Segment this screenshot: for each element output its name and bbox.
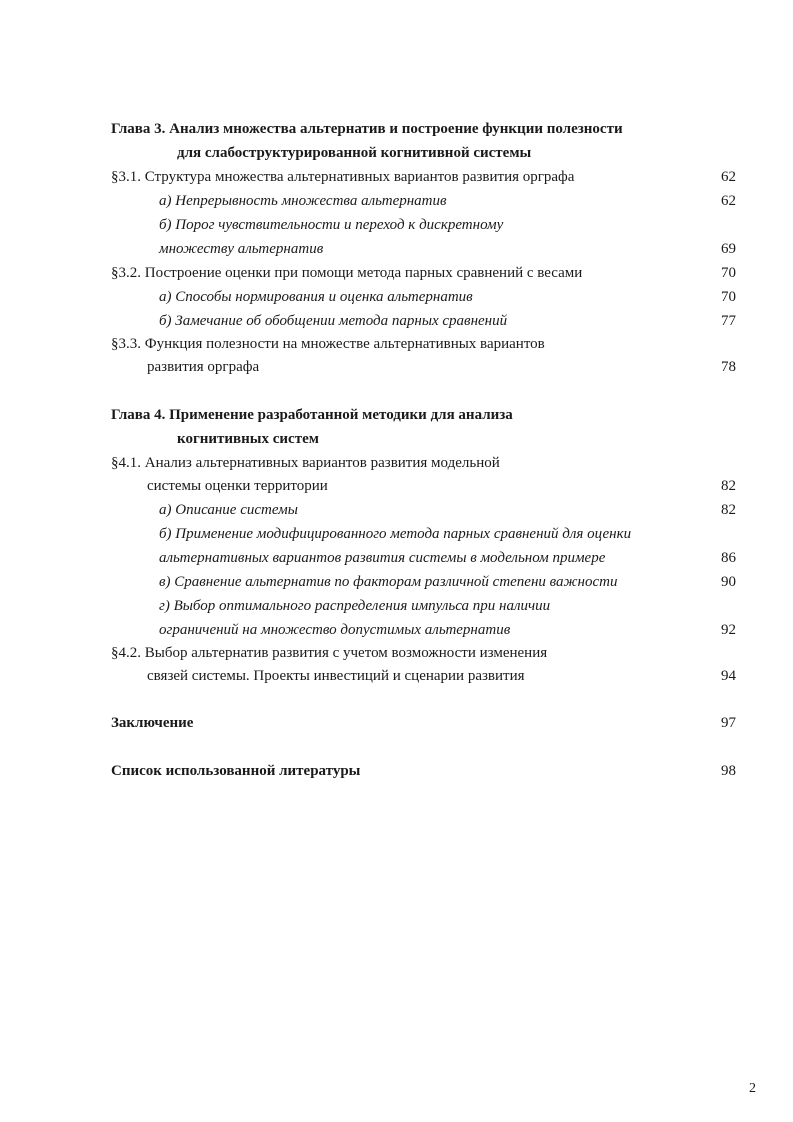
toc-entry-page: 94 [721, 668, 736, 684]
toc-entry-page: 92 [721, 622, 736, 638]
toc-entry-title: связей системы. Проекты инвестиций и сценарии развития [147, 668, 525, 684]
chapter4-title-line1: Глава 4. Применение разработанной методики для анализа [111, 407, 513, 423]
toc-entry-4-1-d [0, 594, 793, 618]
toc-entry-title: §3.3. Функция полезности на множестве альтернативных вариантов [111, 336, 545, 352]
toc-entry-4-1-cont [0, 474, 793, 498]
toc-entry-title: а) Способы нормирования и оценка альтернатив [159, 289, 473, 305]
chapter4-heading [0, 403, 793, 427]
toc-entry-title: б) Замечание об обобщении метода парных сравнений [159, 313, 508, 329]
toc-entry-title: развития орграфа [147, 359, 260, 375]
chapter3-heading-cont [0, 141, 793, 165]
toc-entry-4-1-c [0, 570, 793, 594]
toc-entry-title: а) Описание системы [159, 502, 298, 518]
toc-entry-title: §4.1. Анализ альтернативных вариантов развития модельной [111, 455, 500, 471]
toc-entry-page: 86 [721, 550, 736, 566]
toc-entry-3-1-a [0, 189, 793, 213]
toc-entry-title: Список использованной литературы [111, 763, 361, 779]
chapter4-title-line2: когнитивных систем [177, 431, 319, 447]
toc-entry-page: 90 [721, 574, 736, 590]
toc-entry-title: §3.2. Построение оценки при помощи метода парных сравнений с весами [111, 265, 583, 281]
toc-entry-page: 70 [721, 289, 736, 305]
toc-entry-4-2 [0, 641, 793, 665]
toc-entry-4-1-b-cont [0, 546, 793, 570]
toc-entry-4-1-b [0, 522, 793, 546]
toc-entry-title: множеству альтернатив [159, 241, 324, 257]
toc-entry-title: Заключение [111, 715, 194, 731]
toc-entry-title: ограничений на множество допустимых альтернатив [159, 622, 511, 638]
toc-entry-page: 98 [721, 763, 736, 779]
toc-entry-page: 97 [721, 715, 736, 731]
toc-entry-page: 62 [721, 169, 736, 185]
chapter3-title-line2: для слабоструктурированной когнитивной системы [177, 145, 532, 161]
toc-entry-page: 77 [721, 313, 736, 329]
toc-entry-3-2-b [0, 309, 793, 333]
toc-entry-page: 62 [721, 193, 736, 209]
toc-entry-title: г) Выбор оптимального распределения импульса при наличии [159, 598, 551, 614]
toc-entry-title: §4.2. Выбор альтернатив развития с учетом возможности изменения [111, 645, 548, 661]
toc-entry-3-2 [0, 261, 793, 285]
toc-entry-title: системы оценки территории [147, 478, 328, 494]
toc-entry-3-1 [0, 165, 793, 189]
toc-entry-title: §3.1. Структура множества альтернативных вариантов развития орграфа [111, 169, 575, 185]
toc-entry-title: б) Порог чувствительности и переход к дискретному [159, 217, 504, 233]
toc-entry-3-3 [0, 332, 793, 356]
chapter4-heading-cont [0, 427, 793, 451]
toc-entry-page: 69 [721, 241, 736, 257]
toc-entry-title: альтернативных вариантов развития системы в модельном примере [159, 550, 606, 566]
toc-entry-3-1-b [0, 213, 793, 237]
toc-entry-4-1-a [0, 498, 793, 522]
toc-entry-title: б) Применение модифицированного метода парных сравнений для оценки [159, 526, 632, 542]
toc-entry-page: 78 [721, 359, 736, 375]
toc-entry-4-1-d-cont [0, 618, 793, 642]
toc-entry-page: 82 [721, 478, 736, 494]
chapter3-heading [0, 117, 793, 141]
toc-entry-4-1 [0, 451, 793, 475]
page-number: 2 [749, 1081, 756, 1096]
chapter3-title-line1: Глава 3. Анализ множества альтернатив и построение функции полезности [111, 121, 623, 137]
toc-entry-3-2-a [0, 285, 793, 309]
toc-entry-page: 70 [721, 265, 736, 281]
toc-entry-conclusion [0, 711, 793, 735]
toc-entry-title: в) Сравнение альтернатив по факторам различной степени важности [159, 574, 618, 590]
toc-entry-4-2-cont [0, 664, 793, 688]
toc-entry-references [0, 759, 793, 783]
toc-entry-3-3-cont [0, 355, 793, 379]
toc-entry-title: а) Непрерывность множества альтернатив [159, 193, 447, 209]
toc-entry-3-1-b-cont [0, 237, 793, 261]
toc-entry-page: 82 [721, 502, 736, 518]
